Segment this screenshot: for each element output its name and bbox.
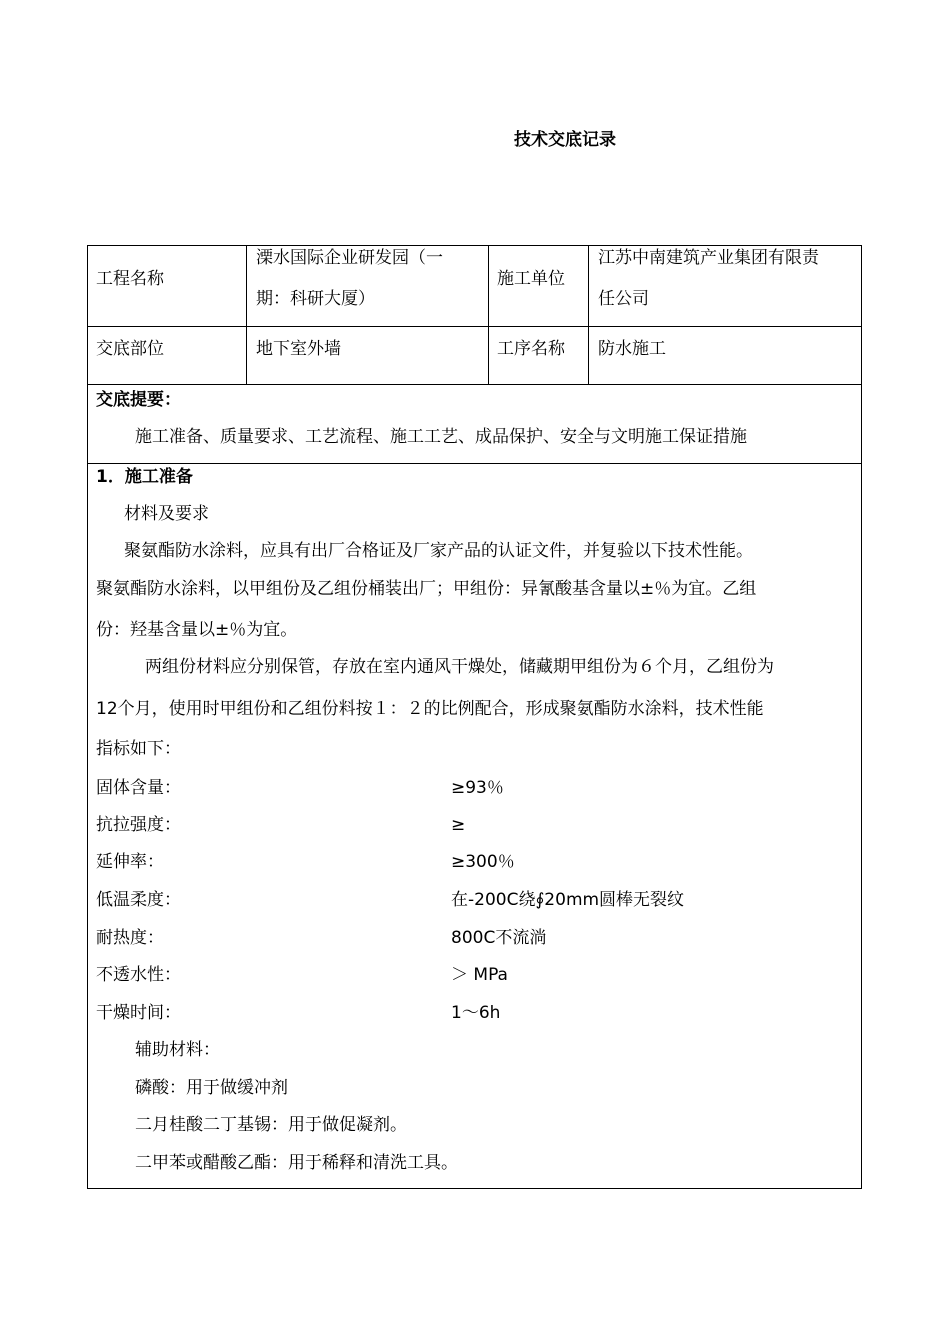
table-rule xyxy=(87,463,862,464)
spec-label: 延伸率： xyxy=(96,852,164,872)
paragraph-line: 份：羟基含量以±％为宜。 xyxy=(96,620,298,640)
project-name-label: 工程名称 xyxy=(96,269,164,289)
spec-label: 固体含量： xyxy=(96,778,181,798)
spec-label: 不透水性： xyxy=(96,965,181,985)
spec-value: 1～6h xyxy=(451,1003,501,1023)
spec-value: ≥ xyxy=(451,815,466,835)
spec-value: 800C不流淌 xyxy=(451,928,547,948)
location-label: 交底部位 xyxy=(96,339,164,359)
aux-heading: 辅助材料： xyxy=(135,1040,220,1060)
document-title: 技术交底记录 xyxy=(514,130,616,150)
table-rule xyxy=(488,245,489,384)
project-name-value: 溧水国际企业研发园（一 xyxy=(256,248,443,268)
table-rule xyxy=(246,245,247,384)
materials-heading: 材料及要求 xyxy=(124,504,209,524)
table-rule xyxy=(87,384,862,385)
table-rule xyxy=(87,326,862,327)
section-heading: 1．施工准备 xyxy=(96,467,193,487)
paragraph-line: 聚氨酯防水涂料，应具有出厂合格证及厂家产品的认证文件，并复验以下技术性能。 xyxy=(124,541,753,561)
aux-item: 磷酸：用于做缓冲剂 xyxy=(135,1078,288,1098)
process-value: 防水施工 xyxy=(598,339,666,359)
spec-label: 耐热度： xyxy=(96,928,164,948)
summary-heading: 交底提要： xyxy=(96,390,181,410)
spec-label: 抗拉强度： xyxy=(96,815,181,835)
spec-value: 在-200C绕∮20mm圆棒无裂纹 xyxy=(451,890,685,910)
project-name-value: 期：科研大厦） xyxy=(256,289,375,309)
paragraph-line: 两组份材料应分别保管，存放在室内通风干燥处，储藏期甲组份为６个月，乙组份为 xyxy=(145,657,774,677)
spec-value: ＞ MPa xyxy=(451,965,508,985)
location-value: 地下室外墙 xyxy=(256,339,341,359)
aux-item: 二甲苯或醋酸乙酯：用于稀释和清洗工具。 xyxy=(135,1153,458,1173)
process-label: 工序名称 xyxy=(497,339,565,359)
paragraph-line: 指标如下： xyxy=(96,739,181,759)
paragraph-line: 12个月，使用时甲组份和乙组份料按１：２的比例配合，形成聚氨酯防水涂料，技术性能 xyxy=(96,699,764,719)
spec-label: 干燥时间： xyxy=(96,1003,181,1023)
paragraph-line: 聚氨酯防水涂料，以甲组份及乙组份桶装出厂；甲组份：异氰酸基含量以±％为宜。乙组 xyxy=(96,579,757,599)
summary-text: 施工准备、质量要求、工艺流程、施工工艺、成品保护、安全与文明施工保证措施 xyxy=(135,427,747,447)
contractor-label: 施工单位 xyxy=(497,269,565,289)
spec-value: ≥93％ xyxy=(451,778,504,798)
spec-value: ≥300％ xyxy=(451,852,515,872)
contractor-value: 江苏中南建筑产业集团有限责 xyxy=(598,248,819,268)
table-rule xyxy=(588,245,589,384)
spec-label: 低温柔度： xyxy=(96,890,181,910)
contractor-value: 任公司 xyxy=(598,289,649,309)
aux-item: 二月桂酸二丁基锡：用于做促凝剂。 xyxy=(135,1115,407,1135)
